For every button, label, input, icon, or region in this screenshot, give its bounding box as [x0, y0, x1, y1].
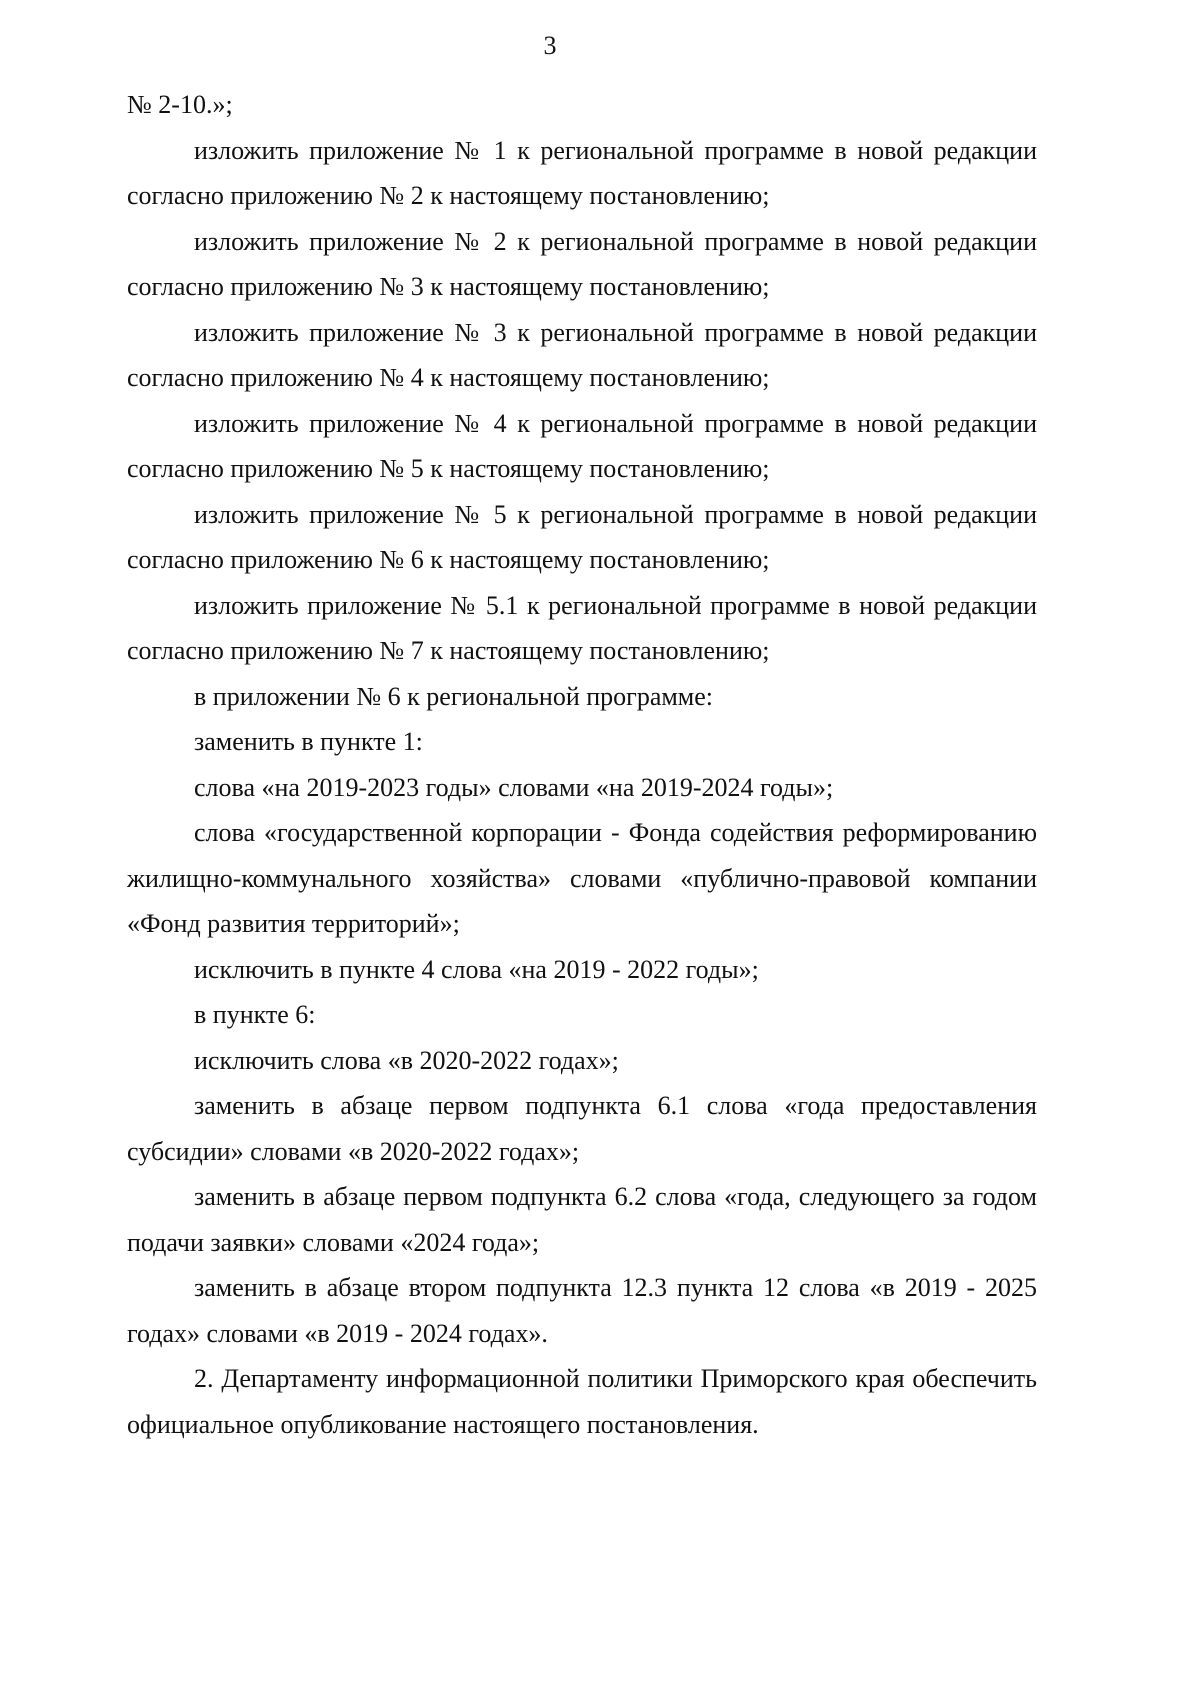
paragraph: заменить в пункте 1:	[194, 727, 423, 756]
paragraph: 2. Департаменту информационной политики Приморского края обеспечить официальное опубликование настоящего постановления.	[127, 1364, 1037, 1439]
paragraph: изложить приложение № 5 к региональной программе в новой редакции согласно приложению № 6 к настоящему постановлению;	[127, 499, 1037, 574]
paragraph: в приложении № 6 к региональной программе:	[194, 681, 714, 711]
page-number: 3	[543, 31, 557, 60]
paragraph: изложить приложение № 1 к региональной программе в новой редакции согласно приложению № 2 к настоящему постановлению;	[127, 135, 1037, 210]
paragraph: в пункте 6:	[194, 1000, 316, 1029]
paragraph: изложить приложение № 2 к региональной программе в новой редакции согласно приложению № 3 к настоящему постановлению;	[127, 226, 1037, 301]
paragraph: исключить в пункте 4 слова «на 2019 - 2022 годы»;	[194, 954, 759, 984]
paragraph: изложить приложение № 5.1 к региональной программе в новой редакции согласно приложению № 7 к настоящему постановлению;	[127, 590, 1037, 665]
paragraph: изложить приложение № 4 к региональной программе в новой редакции согласно приложению № 5 к настоящему постановлению;	[127, 408, 1037, 483]
paragraph: слова «на 2019-2023 годы» словами «на 2019-2024 годы»;	[194, 772, 834, 802]
paragraph: слова «государственной корпорации - Фонда содействия реформированию жилищно-коммунального хозяйства» словами «публично-правовой компании «Фонд развития территорий»;	[127, 818, 1037, 938]
paragraph: заменить в абзаце первом подпункта 6.2 слова «года, следующего за годом подачи заявки» словами «2024 года»;	[127, 1182, 1037, 1257]
paragraph: № 2-10.»;	[127, 90, 233, 119]
document-body	[127, 82, 1037, 1447]
paragraph: заменить в абзаце первом подпункта 6.1 слова «года предоставления субсидии» словами «в 2020-2022 годах»;	[127, 1091, 1037, 1166]
paragraph: заменить в абзаце втором подпункта 12.3 пункта 12 слова «в 2019 - 2025 годах» словами «в 2019 - 2024 годах».	[127, 1273, 1037, 1348]
paragraph: изложить приложение № 3 к региональной программе в новой редакции согласно приложению № 4 к настоящему постановлению;	[127, 317, 1037, 392]
paragraph: исключить слова «в 2020-2022 годах»;	[194, 1045, 619, 1075]
